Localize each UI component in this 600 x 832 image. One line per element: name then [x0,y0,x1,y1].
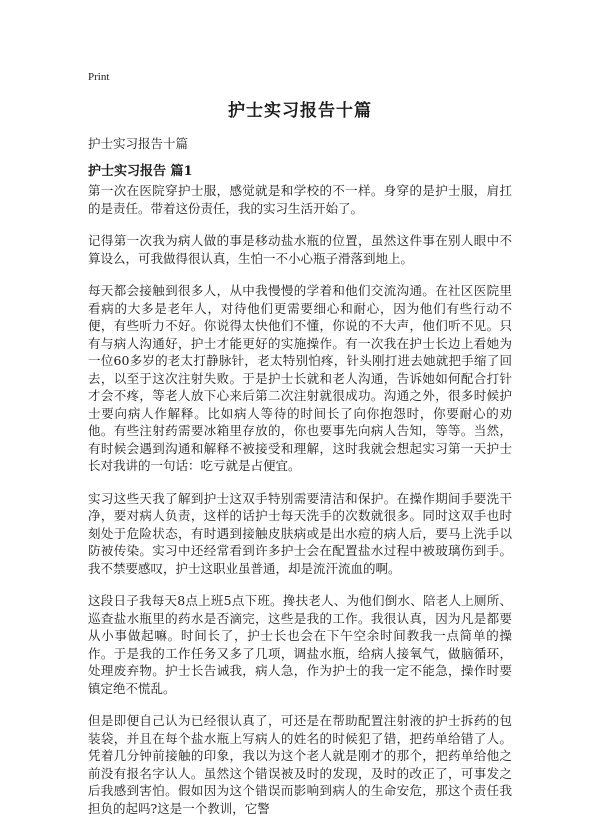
print-link[interactable]: Print [88,71,110,83]
paragraph-6: 但是即便自己认为已经很认真了，可还是在帮助配置注射液的护士拆药的包装袋，并且在每个盐水瓶上写病人的姓名的时候犯了错，把药单给错了人。凭着几分钟前接触的印象，我以为这个老人就是刚才的那个，把药单给他之前没有报名字认人。虽然这个错误被及时的发现，及时的改正了，可事发之后我感到害怕。假如因为这个错误而影响到病人的生命安危，那这个责任我担负的起吗?这是一个教训，它警 [88,713,512,816]
section-heading: 护士实习报告 篇1 [88,164,193,179]
paragraph-1: 第一次在医院穿护士服，感觉就是和学校的不一样。身穿的是护士服，肩扛的是责任。带着这份责任，我的实习生活开始了。 [88,183,512,216]
paragraph-5: 这段日子我每天8点上班5点下班。搀扶老人、为他们倒水、陪老人上厕所、巡查盐水瓶里的药水是否滴完，这些是我的工作。我很认真，因为凡是都要从小事做起嘛。时间长了，护士长也会在下午空余时间教我一点简单的操作。于是我的工作任务又多了几项，调盐水瓶，给病人接氧气，做脑循环，处理废弃物。护士长告诫我，病人急，作为护士的我一定不能急，操作时要镇定绝不慌乱。 [88,593,512,696]
paragraph-2: 记得第一次我为病人做的事是移动盐水瓶的位置，虽然这件事在别人眼中不算设么，可我做得很认真，生怕一不小心瓶子滑落到地上。 [88,233,512,266]
document-subtitle: 护士实习报告十篇 [88,136,189,151]
paragraph-3: 每天都会接触到很多人，从中我慢慢的学着和他们交流沟通。在社区医院里看病的大多是老年人，对待他们更需要细心和耐心，因为他们有些行动不便，有些听力不好。你说得太快他们不懂，你说的不大声，他们听不见。只有与病人沟通好，护士才能更好的实施操作。有一次我在护士长边上看她为一位60多岁的老太打静脉针，老太特别怕疼，针头刚打进去她就把手缩了回去，以至于这次注射失败。于是护士长就和老人沟通，告诉她如何配合打针才会不疼，等老人放下心来后第二次注射就很成功。沟通之外，很多时候护士要向病人作解释。比如病人等待的时间长了向你抱怨时，你要耐心的劝他。有些注射药需要冰箱里存放的，你也要事先向病人告知，等等。当然，有时候会遇到沟通和解释不被接受和理解，这时我就会想起实习第一天护士长对我讲的一句话：吃亏就是占便宜。 [88,283,512,473]
paragraph-4: 实习这些天我了解到护士这双手特别需要清洁和保护。在操作期间手要洗干净，要对病人负责，这样的话护士每天洗手的次数就很多。同时这双手也时刻处于危险状态，有时遇到接触皮肤病或是出水痘的病人后，要马上洗手以防被传染。实习中还经常看到许多护士会在配置盐水过程中被玻璃伤到手。我不禁要感叹，护士这职业虽普通，却是流汗流血的啊。 [88,490,512,576]
document-title: 护士实习报告十篇 [228,101,372,121]
article-body [88,182,512,832]
